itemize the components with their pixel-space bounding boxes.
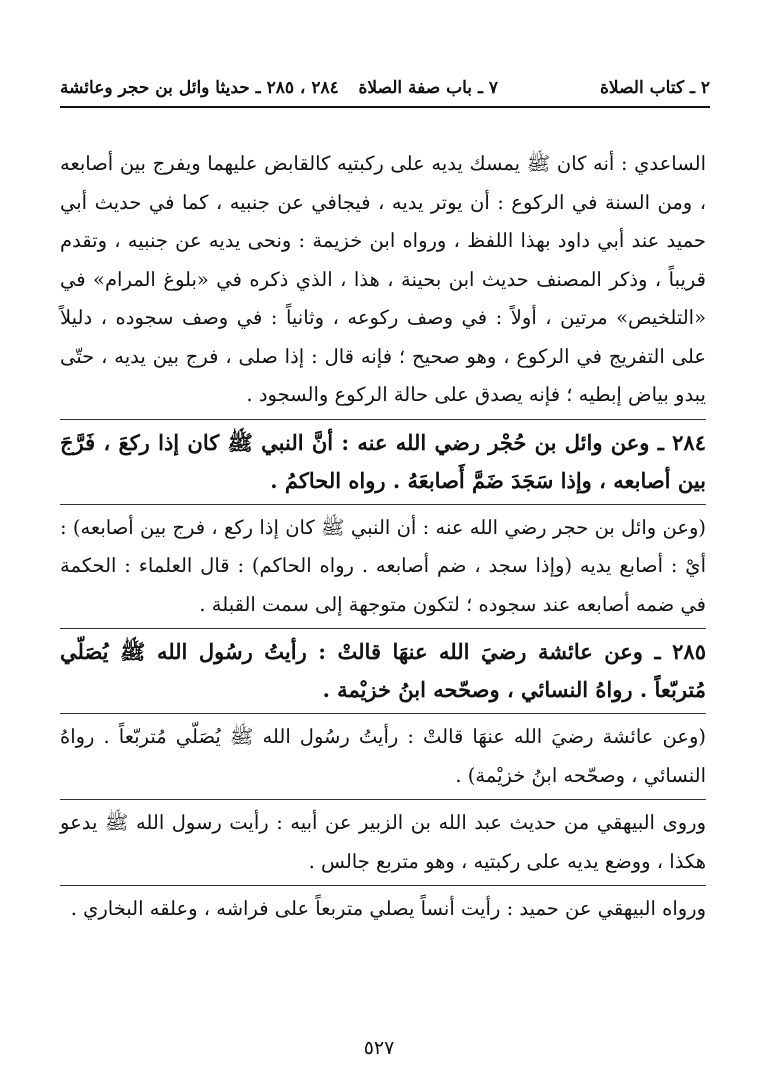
hadith-284: ٢٨٤ ـ وعن وائل بن حُجْر رضي الله عنه : أنَّ النبي ﷺ كان إذا ركعَ ، فَرَّجَ بين أصابعه ، وإذا سَجَدَ ضَمَّ أَصابعَهُ . رواه الحاكمُ . bbox=[60, 429, 706, 493]
section-divider bbox=[60, 419, 706, 420]
header-book-title: ٢ ـ كتاب الصلاة bbox=[600, 78, 710, 98]
commentary-hadith-284: (وعن وائل بن حجر رضي الله عنه : أن النبي ﷺ كان إذا ركع ، فرج بين أصابعه) : أيْ : أصابع يديه (وإذا سجد ، ضم أصابعه . رواه الحاكم) : قال العلماء : الحكمة في ضمه أصابعه عند سجوده ؛ لتكون متوجهة إلى سمت القبلة . bbox=[60, 515, 706, 616]
commentary-hadith-285: (وعن عائشة رضيَ الله عنهَا قالتْ : رأيتُ رسُول الله ﷺ يُصَلّي مُتربّعاً . رواهُ النسائي ، وصحّحه ابنُ خزيْمة) . bbox=[60, 725, 706, 787]
header-hadith-numbers: ٢٨٤ ، ٢٨٥ ـ حديثا وائل بن حجر وعائشة bbox=[60, 78, 339, 98]
bayhaqi-narration: وروى البيهقي من حديث عبد الله بن الزبير عن أبيه : رأيت رسول الله ﷺ يدعو هكذا ، ووضع يديه على ركبتيه ، وهو متربع جالس . bbox=[60, 811, 706, 873]
page-number: ٥٢٧ bbox=[363, 1037, 395, 1059]
section-divider bbox=[60, 885, 706, 886]
section-divider bbox=[60, 628, 706, 629]
section-divider bbox=[60, 799, 706, 800]
commentary-paragraph: الساعدي : أنه كان ﷺ يمسك يديه على ركبتيه كالقابض عليهما ويفرج بين أصابعه ، ومن السنة في الركوع : أن يوتر يديه ، فيجافي عن جنبيه ، كما في حديث أبي حميد عند أبي داود بهذا اللفظ ، ورواه ابن خزيمة : ونحى يديه عن جنبيه ، وتقدم قريباً ، وذكر المصنف حديث ابن بحينة ، هذا ، الذي ذكره في «بلوغ المرام» في «التلخيص» مرتين ، أولاً : في وصف ركوعه ، وثانياً : في وصف سجوده ، دليلاً على التفريج في الركوع ، وهو صحيح ؛ فإنه قال : إذا صلى ، فرج بين يديه ، حتّى يبدو بياض إبطيه ؛ فإنه يصدق على حالة الركوع والسجود . bbox=[60, 152, 706, 406]
section-divider bbox=[60, 504, 706, 505]
page-body bbox=[60, 145, 706, 929]
header-divider bbox=[60, 106, 710, 108]
header-chapter-title: ٧ ـ باب صفة الصلاة bbox=[358, 78, 498, 98]
bayhaqi-humaid-narration: ورواه البيهقي عن حميد : رأيت أنساً يصلي متربعاً على فراشه ، وعلقه البخاري . bbox=[70, 897, 706, 920]
section-divider bbox=[60, 713, 706, 714]
running-header bbox=[60, 70, 710, 106]
hadith-285: ٢٨٥ ـ وعن عائشة رضيَ الله عنهَا قالتْ : رأيتُ رسُول الله ﷺ يُصَلّي مُتربّعاً . رواهُ النسائي ، وصحّحه ابنُ خزيْمة . bbox=[60, 639, 706, 702]
